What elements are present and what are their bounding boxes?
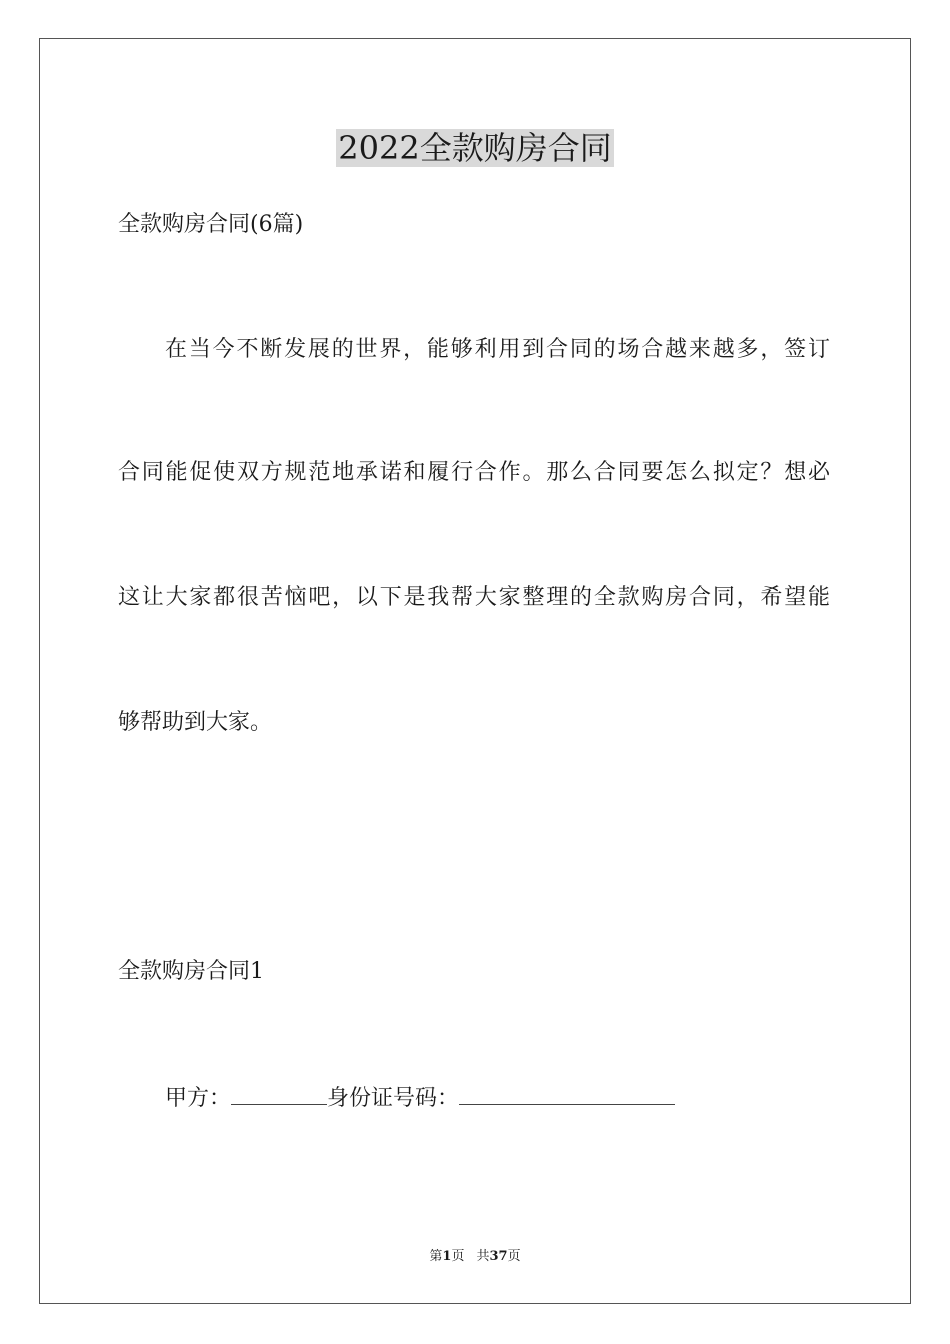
document-title: 2022全款购房合同 xyxy=(338,129,612,167)
footer-total-prefix: 共 xyxy=(476,1249,490,1264)
footer-total-pages: 37 xyxy=(489,1249,508,1264)
page-footer xyxy=(0,1248,950,1266)
section-heading: 全款购房合同1 xyxy=(118,959,264,984)
id-number-label: 身份证号码： xyxy=(327,1086,460,1111)
intro-paragraph-line-4: 够帮助到大家。 xyxy=(118,710,273,735)
intro-paragraph-line-1: 在当今不断发展的世界，能够利用到合同的场合越来越多，签订 xyxy=(165,337,830,362)
party-a-blank[interactable] xyxy=(231,1082,327,1105)
intro-paragraph-line-3: 这让大家都很苦恼吧，以下是我帮大家整理的全款购房合同，希望能 xyxy=(118,585,830,610)
id-number-blank[interactable] xyxy=(459,1082,675,1105)
document-subtitle: 全款购房合同(6篇) xyxy=(118,212,304,237)
footer-page-number: 1 xyxy=(442,1249,452,1264)
party-a-label: 甲方： xyxy=(165,1086,232,1111)
footer-total-suffix: 页 xyxy=(507,1249,521,1264)
footer-page-prefix: 第 xyxy=(429,1249,443,1264)
party-a-line xyxy=(165,1082,675,1114)
document-title-wrapper xyxy=(0,128,950,168)
intro-paragraph-line-2: 合同能促使双方规范地承诺和履行合作。那么合同要怎么拟定？想必 xyxy=(118,460,830,485)
footer-page-suffix: 页 xyxy=(451,1249,465,1264)
